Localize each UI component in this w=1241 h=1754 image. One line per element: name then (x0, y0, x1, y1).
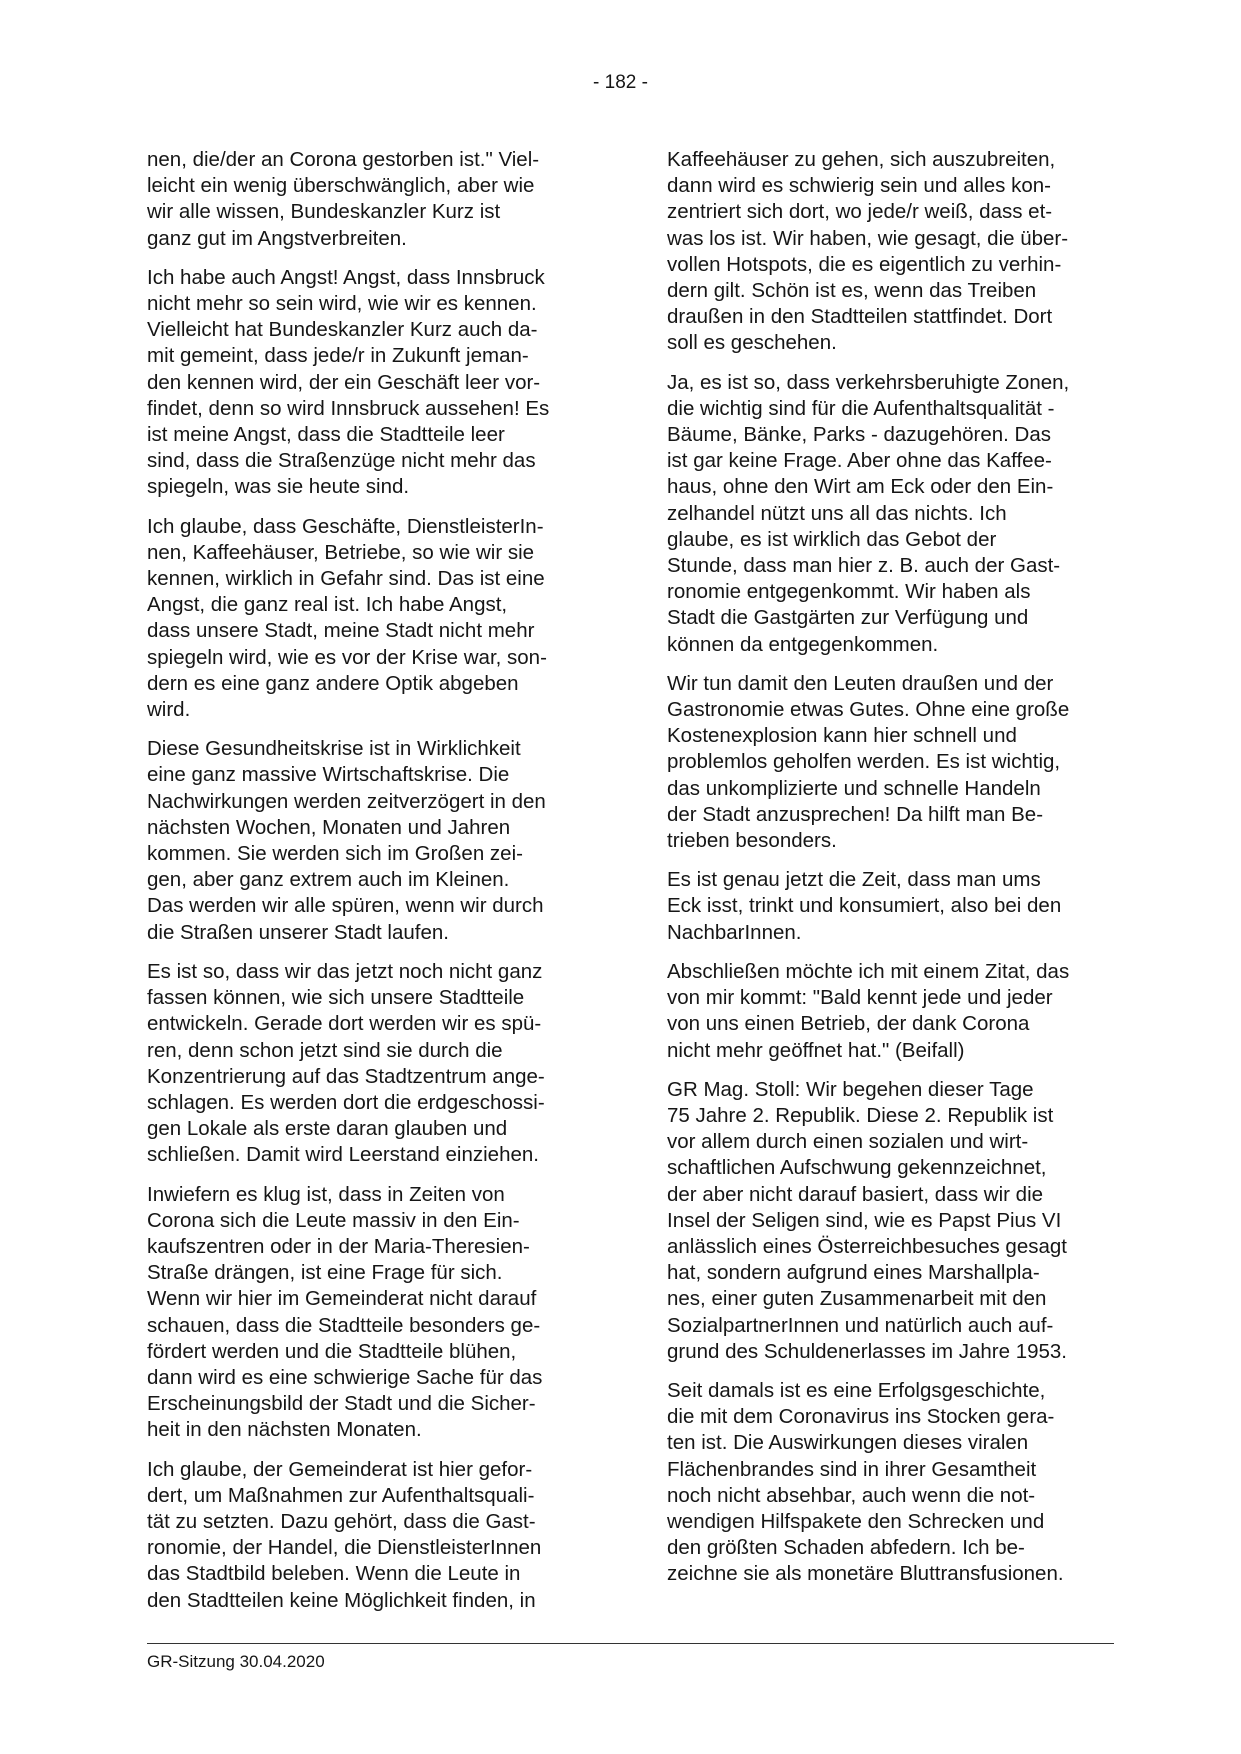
paragraph: nen, die/der an Corona gestorben ist." Viel- leicht ein wenig überschwänglich, aber wie wir alle wissen, Bundeskanzler Kurz ist ganz gut im Angstverbreiten. (147, 148, 540, 250)
footer-session-label: GR-Sitzung 30.04.2020 (147, 1652, 325, 1671)
paragraph: Wir tun damit den Leuten draußen und der Gastronomie etwas Gutes. Ohne eine große Kostenexplosion kann hier schnell und problemlos geholfen werden. Es ist wichtig, das unkomplizierte und schnelle Handeln der Stadt anzusprechen! Da hilft man Be- trieben besonders. (667, 671, 1070, 853)
paragraph: Es ist so, dass wir das jetzt noch nicht ganz fassen können, wie sich unsere Stadtteile entwickeln. Gerade dort werden wir es spü- ren, denn schon jetzt sind sie durch die Konzentrierung auf das Stadtzentrum ange- schlagen. Es werden dort die erdgeschossi- gen Lokale als erste daran glauben und schließen. Damit wird Leerstand einziehen. (147, 959, 545, 1167)
paragraph: Ich glaube, dass Geschäfte, DienstleisterIn- nen, Kaffeehäuser, Betriebe, so wie wir sie kennen, wirklich in Gefahr sind. Das ist eine Angst, die ganz real ist. Ich habe Angst, dass unsere Stadt, meine Stadt nicht mehr spiegeln wird, wie es vor der Krise war, son- dern es eine ganz andere Optik abgeben wird. (147, 514, 547, 722)
left-text-column (147, 147, 599, 1627)
footer-divider (147, 1643, 1114, 1644)
paragraph: Ich habe auch Angst! Angst, dass Innsbruck nicht mehr so sein wird, wie wir es kennen. Vielleicht hat Bundeskanzler Kurz auch da- mit gemeint, dass jede/r in Zukunft jeman- den kennen wird, der ein Geschäft leer vor- findet, denn so wird Innsbruck aussehen! Es ist meine Angst, dass die Stadtteile leer sind, dass die Straßenzüge nicht mehr das spiegeln, was sie heute sind. (147, 265, 550, 499)
paragraph: Ich glaube, der Gemeinderat ist hier gefor- dert, um Maßnahmen zur Aufenthaltsquali- tät zu setzten. Dazu gehört, dass die Gast- ronomie, der Handel, die DienstleisterInnen das Stadtbild beleben. Wenn die Leute in den Stadtteilen keine Möglichkeit finden, in (147, 1457, 542, 1612)
paragraph: Abschließen möchte ich mit einem Zitat, das von mir kommt: "Bald kennt jede und jeder von uns einen Betrieb, der dank Corona nicht mehr geöffnet hat." (Beifall) (667, 959, 1070, 1062)
right-text-column (667, 147, 1119, 1601)
paragraph: Kaffeehäuser zu gehen, sich auszubreiten, dann wird es schwierig sein und alles kon- zentriert sich dort, wo jede/r weiß, dass et- was los ist. Wir haben, wie gesagt, die über- vollen Hotspots, die es eigentlich zu verhin- dern gilt. Schön ist es, wenn das Treiben draußen in den Stadtteilen stattfindet. Dort soll es geschehen. (667, 148, 1069, 355)
paragraph: Ja, es ist so, dass verkehrsberuhigte Zonen, die wichtig sind für die Aufenthaltsqualität - Bäume, Bänke, Parks - dazugehören. Das ist gar keine Frage. Aber ohne das Kaffee- haus, ohne den Wirt am Eck oder den Ein- zelhandel nützt uns all das nichts. Ich glaube, es ist wirklich das Gebot der Stunde, dass man hier z. B. auch der Gast- ronomie entgegenkommt. Wir haben als Stadt die Gastgärten zur Verfügung und können da entgegenkommen. (667, 370, 1070, 656)
page-number: - 182 - (593, 72, 648, 93)
paragraph: Inwiefern es klug ist, dass in Zeiten von Corona sich die Leute massiv in den Ein- kaufszentren oder in der Maria-Theresien- Straße drängen, ist eine Frage für sich. Wenn wir hier im Gemeinderat nicht darauf schauen, dass die Stadtteile besonders ge- fördert werden und die Stadtteile blühen, dann wird es eine schwierige Sache für das Erscheinungsbild der Stadt und die Sicher- heit in den nächsten Monaten. (147, 1182, 543, 1442)
paragraph: Es ist genau jetzt die Zeit, dass man ums Eck isst, trinkt und konsumiert, also bei den NachbarInnen. (667, 868, 1062, 944)
paragraph: Diese Gesundheitskrise ist in Wirklichkeit eine ganz massive Wirtschaftskrise. Die Nachwirkungen werden zeitverzögert in den nächsten Wochen, Monaten und Jahren kommen. Sie werden sich im Großen zei- gen, aber ganz extrem auch im Kleinen. Das werden wir alle spüren, wenn wir durch die Straßen unserer Stadt laufen. (147, 737, 546, 944)
paragraph: GR Mag. Stoll: Wir begehen dieser Tage 75 Jahre 2. Republik. Diese 2. Republik ist vor allem durch einen sozialen und wirt- schaftlichen Aufschwung gekennzeichnet, der aber nicht darauf basiert, dass wir die Insel der Seligen sind, wie es Papst Pius VI anlässlich eines Österreichbesuches gesagt hat, sondern aufgrund eines Marshallpla- nes, einer guten Zusammenarbeit mit den SozialpartnerInnen und natürlich auch auf- grund des Schuldenerlasses im Jahre 1953. (667, 1077, 1067, 1363)
paragraph: Seit damals ist es eine Erfolgsgeschichte, die mit dem Coronavirus ins Stocken gera- ten ist. Die Auswirkungen dieses viralen Flächenbrandes sind in ihrer Gesamtheit noch nicht absehbar, auch wenn die not- wendigen Hilfspakete den Schrecken und den größten Schaden abfedern. Ich be- zeichne sie als monetäre Bluttransfusionen. (667, 1378, 1064, 1586)
